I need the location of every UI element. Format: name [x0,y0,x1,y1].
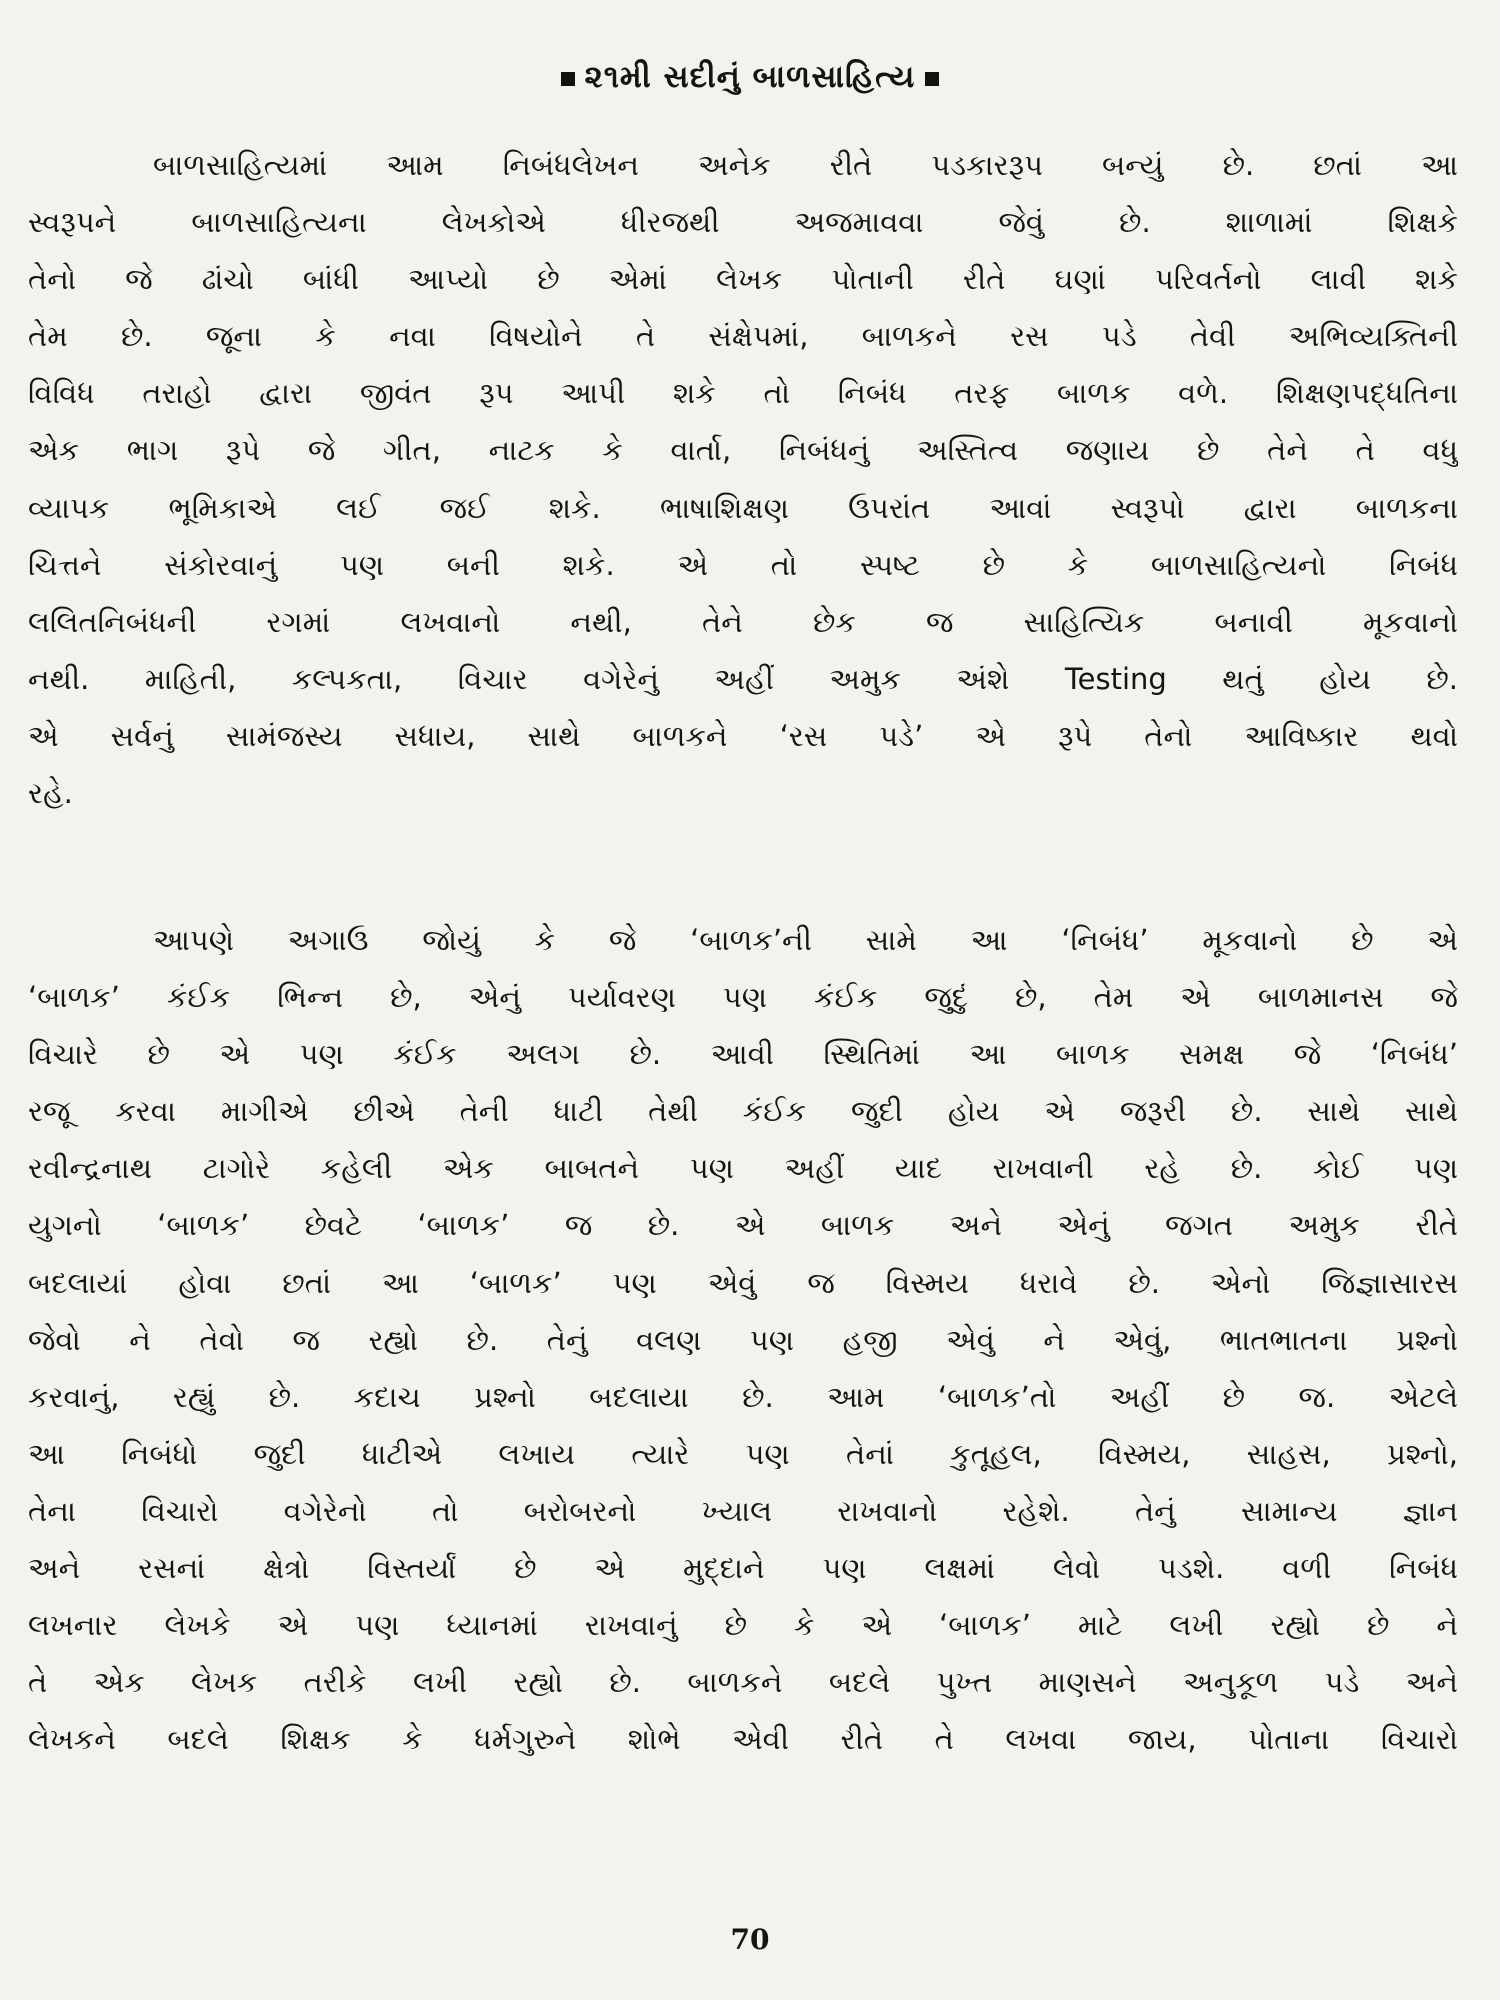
text-line: નથી. માહિતી, કલ્પકતા, વિચાર વગેરેનું અહીં અમુક અંશે Testing થતું હોય છે. [28,661,1458,696]
text-line: સ્વરૂપને બાળસાહિત્યના લેખકોએ ધીરજથી અજમાવવા જેવું છે. શાળામાં શિક્ષકે [28,205,1458,240]
text-line: લખનાર લેખકે એ પણ ધ્યાનમાં રાખવાનું છે કે એ ‘બાળક’ માટે લખી રહ્યો છે ને [28,1608,1458,1643]
text-line: વ્યાપક ભૂમિકાએ લઈ જઈ શકે. ભાષાશિક્ષણ ઉપરાંત આવાં સ્વરૂપો દ્વારા બાળકના [28,490,1458,525]
square-bullet-icon [925,72,939,86]
paragraph [28,137,1458,822]
text-line: આ નિબંધો જુદી ધાટીએ લખાય ત્યારે પણ તેનાં કુતૂહલ, વિસ્મય, સાહસ, પ્રશ્નો, [28,1436,1458,1471]
text-line: બાળસાહિત્યમાં આમ નિબંધલેખન અનેક રીતે પડકારરૂપ બન્યું છે. છતાં આ [153,148,1458,182]
chapter-title: ૨૧મી સદીનું બાળસાહિત્ય [584,59,916,95]
chapter-heading [0,55,1500,99]
text-line: ચિત્તને સંકોરવાનું પણ બની શકે. એ તો સ્પષ્ટ છે કે બાળસાહિત્યનો નિબંધ [28,547,1458,582]
text-line: વિચારે છે એ પણ કંઈક અલગ છે. આવી સ્થિતિમાં આ બાળક સમક્ષ જે ‘નિબંધ’ [28,1037,1458,1072]
text-line: એક ભાગ રૂપે જે ગીત, નાટક કે વાર્તા, નિબંધનું અસ્તિત્વ જણાય છે તેને તે વધુ [28,433,1458,468]
text-line: તે એક લેખક તરીકે લખી રહ્યો છે. બાળકને બદલે પુખ્ત માણસને અનુકૂળ પડે અને [28,1665,1458,1700]
text-line: ‘બાળક’ કંઈક ભિન્ન છે, એનું પર્યાવરણ પણ કંઈક જુદું છે, તેમ એ બાળમાનસ જે [28,980,1458,1015]
text-line: અને રસનાં ક્ષેત્રો વિસ્તર્યાં છે એ મુદ્દાને પણ લક્ષમાં લેવો પડશે. વળી નિબંધ [28,1551,1458,1586]
text-line: એ સર્વનું સામંજસ્ય સધાય, સાથે બાળકને ‘રસ પડે’ એ રૂપે તેનો આવિષ્કાર થવો [28,718,1458,753]
text-line: તેમ છે. જૂના કે નવા વિષયોને તે સંક્ષેપમાં, બાળકને રસ પડે તેવી અભિવ્યક્તિની [28,319,1458,354]
text-line: રજૂ કરવા માગીએ છીએ તેની ધાટી તેથી કંઈક જુદી હોય એ જરૂરી છે. સાથે સાથે [28,1094,1458,1129]
text-line: બદલાયાં હોવા છતાં આ ‘બાળક’ પણ એવું જ વિસ્મય ધરાવે છે. એનો જિજ્ઞાસારસ [28,1265,1458,1300]
text-line: તેના વિચારો વગેરેનો તો બરોબરનો ખ્યાલ રાખવાનો રહેશે. તેનું સામાન્ય જ્ઞાન [28,1493,1458,1528]
text-line: વિવિધ તરાહો દ્વારા જીવંત રૂપ આપી શકે તો નિબંધ તરફ બાળક વળે. શિક્ષણપદ્ધતિના [28,376,1458,411]
text-line: લલિતનિબંધની રગમાં લખવાનો નથી, તેને છેક જ સાહિત્યિક બનાવી મૂકવાનો [28,604,1458,639]
paragraph [28,912,1458,1768]
text-line: તેનો જે ઢાંચો બાંધી આપ્યો છે એમાં લેખક પોતાની રીતે ઘણાં પરિવર્તનો લાવી શકે [28,262,1458,297]
text-line: જેવો ને તેવો જ રહ્યો છે. તેનું વલણ પણ હજી એવું ને એવું, ભાતભાતના પ્રશ્નો [28,1322,1458,1357]
text-line: કરવાનું, રહ્યું છે. કદાચ પ્રશ્નો બદલાયા છે. આમ ‘બાળક’તો અહીં છે જ. એટલે [28,1379,1458,1414]
square-bullet-icon [561,72,575,86]
text-line: રહે. [28,776,73,811]
text-line: રવીન્દ્રનાથ ટાગોરે કહેલી એક બાબતને પણ અહીં યાદ રાખવાની રહે છે. કોઈ પણ [28,1151,1458,1186]
text-line: લેખકને બદલે શિક્ષક કે ધર્મગુરુને શોભે એવી રીતે તે લખવા જાય, પોતાના વિચારો [28,1722,1458,1757]
page-number: 70 [730,1923,770,1956]
text-line: યુગનો ‘બાળક’ છેવટે ‘બાળક’ જ છે. એ બાળક અને એનું જગત અમુક રીતે [28,1208,1458,1243]
text-line: આપણે અગાઉ જોયું કે જે ‘બાળક’ની સામે આ ‘નિબંધ’ મૂકવાનો છે એ [153,923,1458,957]
